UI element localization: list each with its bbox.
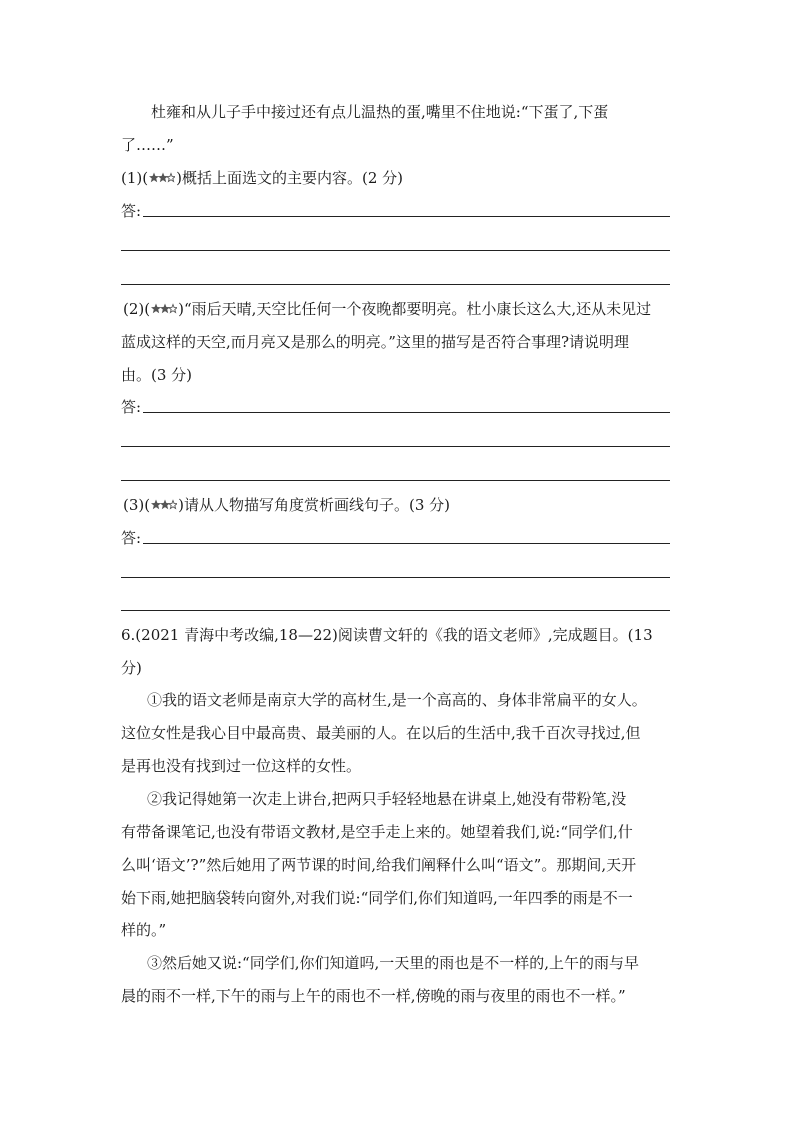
question-number: (1)( — [121, 169, 149, 187]
question-3 — [123, 495, 450, 515]
two-star-rating-icon — [151, 303, 177, 315]
question-6-title: 分) — [121, 659, 142, 677]
answer-line[interactable] — [143, 412, 670, 413]
answer-line[interactable] — [121, 577, 670, 578]
answer-label: 答: — [121, 529, 142, 547]
article-line: 么叫‘语文’?”然后她用了两节课的时间,给我们阐释什么叫“语文”。那期间,天开 — [121, 856, 637, 874]
question-1 — [121, 168, 403, 188]
two-star-rating-icon — [149, 172, 175, 184]
answer-line[interactable] — [121, 284, 670, 285]
article-line: 是再也没有找到过一位这样的女性。 — [121, 757, 362, 775]
article-line: ③然后她又说:“同学们,你们知道吗,一天里的雨也是不一样的,上午的雨与早 — [147, 954, 640, 972]
passage-line: 了……” — [121, 136, 174, 154]
question-text: )请从人物描写角度赏析画线句子。(3 分) — [178, 496, 450, 514]
answer-line[interactable] — [143, 216, 670, 217]
article-line: ②我记得她第一次走上讲台,把两只手轻轻地悬在讲桌上,她没有带粉笔,没 — [147, 790, 627, 808]
answer-line[interactable] — [121, 446, 670, 447]
question-text: )概括上面选文的主要内容。(2 分) — [176, 169, 403, 187]
answer-line[interactable] — [143, 543, 670, 544]
article-line: 样的。” — [121, 921, 167, 939]
question-text-line: 蓝成这样的天空,而月亮又是那么的明亮。”这里的描写是否符合事理?请说明理 — [121, 333, 629, 351]
answer-label: 答: — [121, 202, 142, 220]
article-line: 这位女性是我心目中最高贵、最美丽的人。在以后的生活中,我千百次寻找过,但 — [121, 724, 641, 742]
question-6-title: 6.(2021 青海中考改编,18—22)阅读曹文轩的《我的语文老师》,完成题目。(13 — [121, 626, 653, 644]
article-line: 始下雨,她把脑袋转向窗外,对我们说:“同学们,你们知道吗,一年四季的雨是不一 — [121, 889, 633, 907]
question-text: )“雨后天晴,天空比任何一个夜晚都要明亮。杜小康长这么大,还从未见过 — [178, 300, 652, 318]
article-line: ①我的语文老师是南京大学的高材生,是一个高高的、身体非常扁平的女人。 — [147, 691, 647, 709]
two-star-rating-icon — [151, 499, 177, 511]
answer-line[interactable] — [121, 250, 670, 251]
question-number: (2)( — [123, 300, 151, 318]
passage-line: 杜雍和从儿子手中接过还有点儿温热的蛋,嘴里不住地说:“下蛋了,下蛋 — [151, 103, 609, 121]
answer-line[interactable] — [121, 480, 670, 481]
answer-line[interactable] — [121, 610, 670, 611]
question-text-line: 由。(3 分) — [121, 366, 193, 384]
article-line: 晨的雨不一样,下午的雨与上午的雨也不一样,傍晚的雨与夜里的雨也不一样。” — [121, 987, 626, 1005]
article-line: 有带备课笔记,也没有带语文教材,是空手走上来的。她望着我们,说:“同学们,什 — [121, 823, 633, 841]
question-number: (3)( — [123, 496, 151, 514]
answer-label: 答: — [121, 398, 142, 416]
question-2 — [123, 299, 651, 319]
